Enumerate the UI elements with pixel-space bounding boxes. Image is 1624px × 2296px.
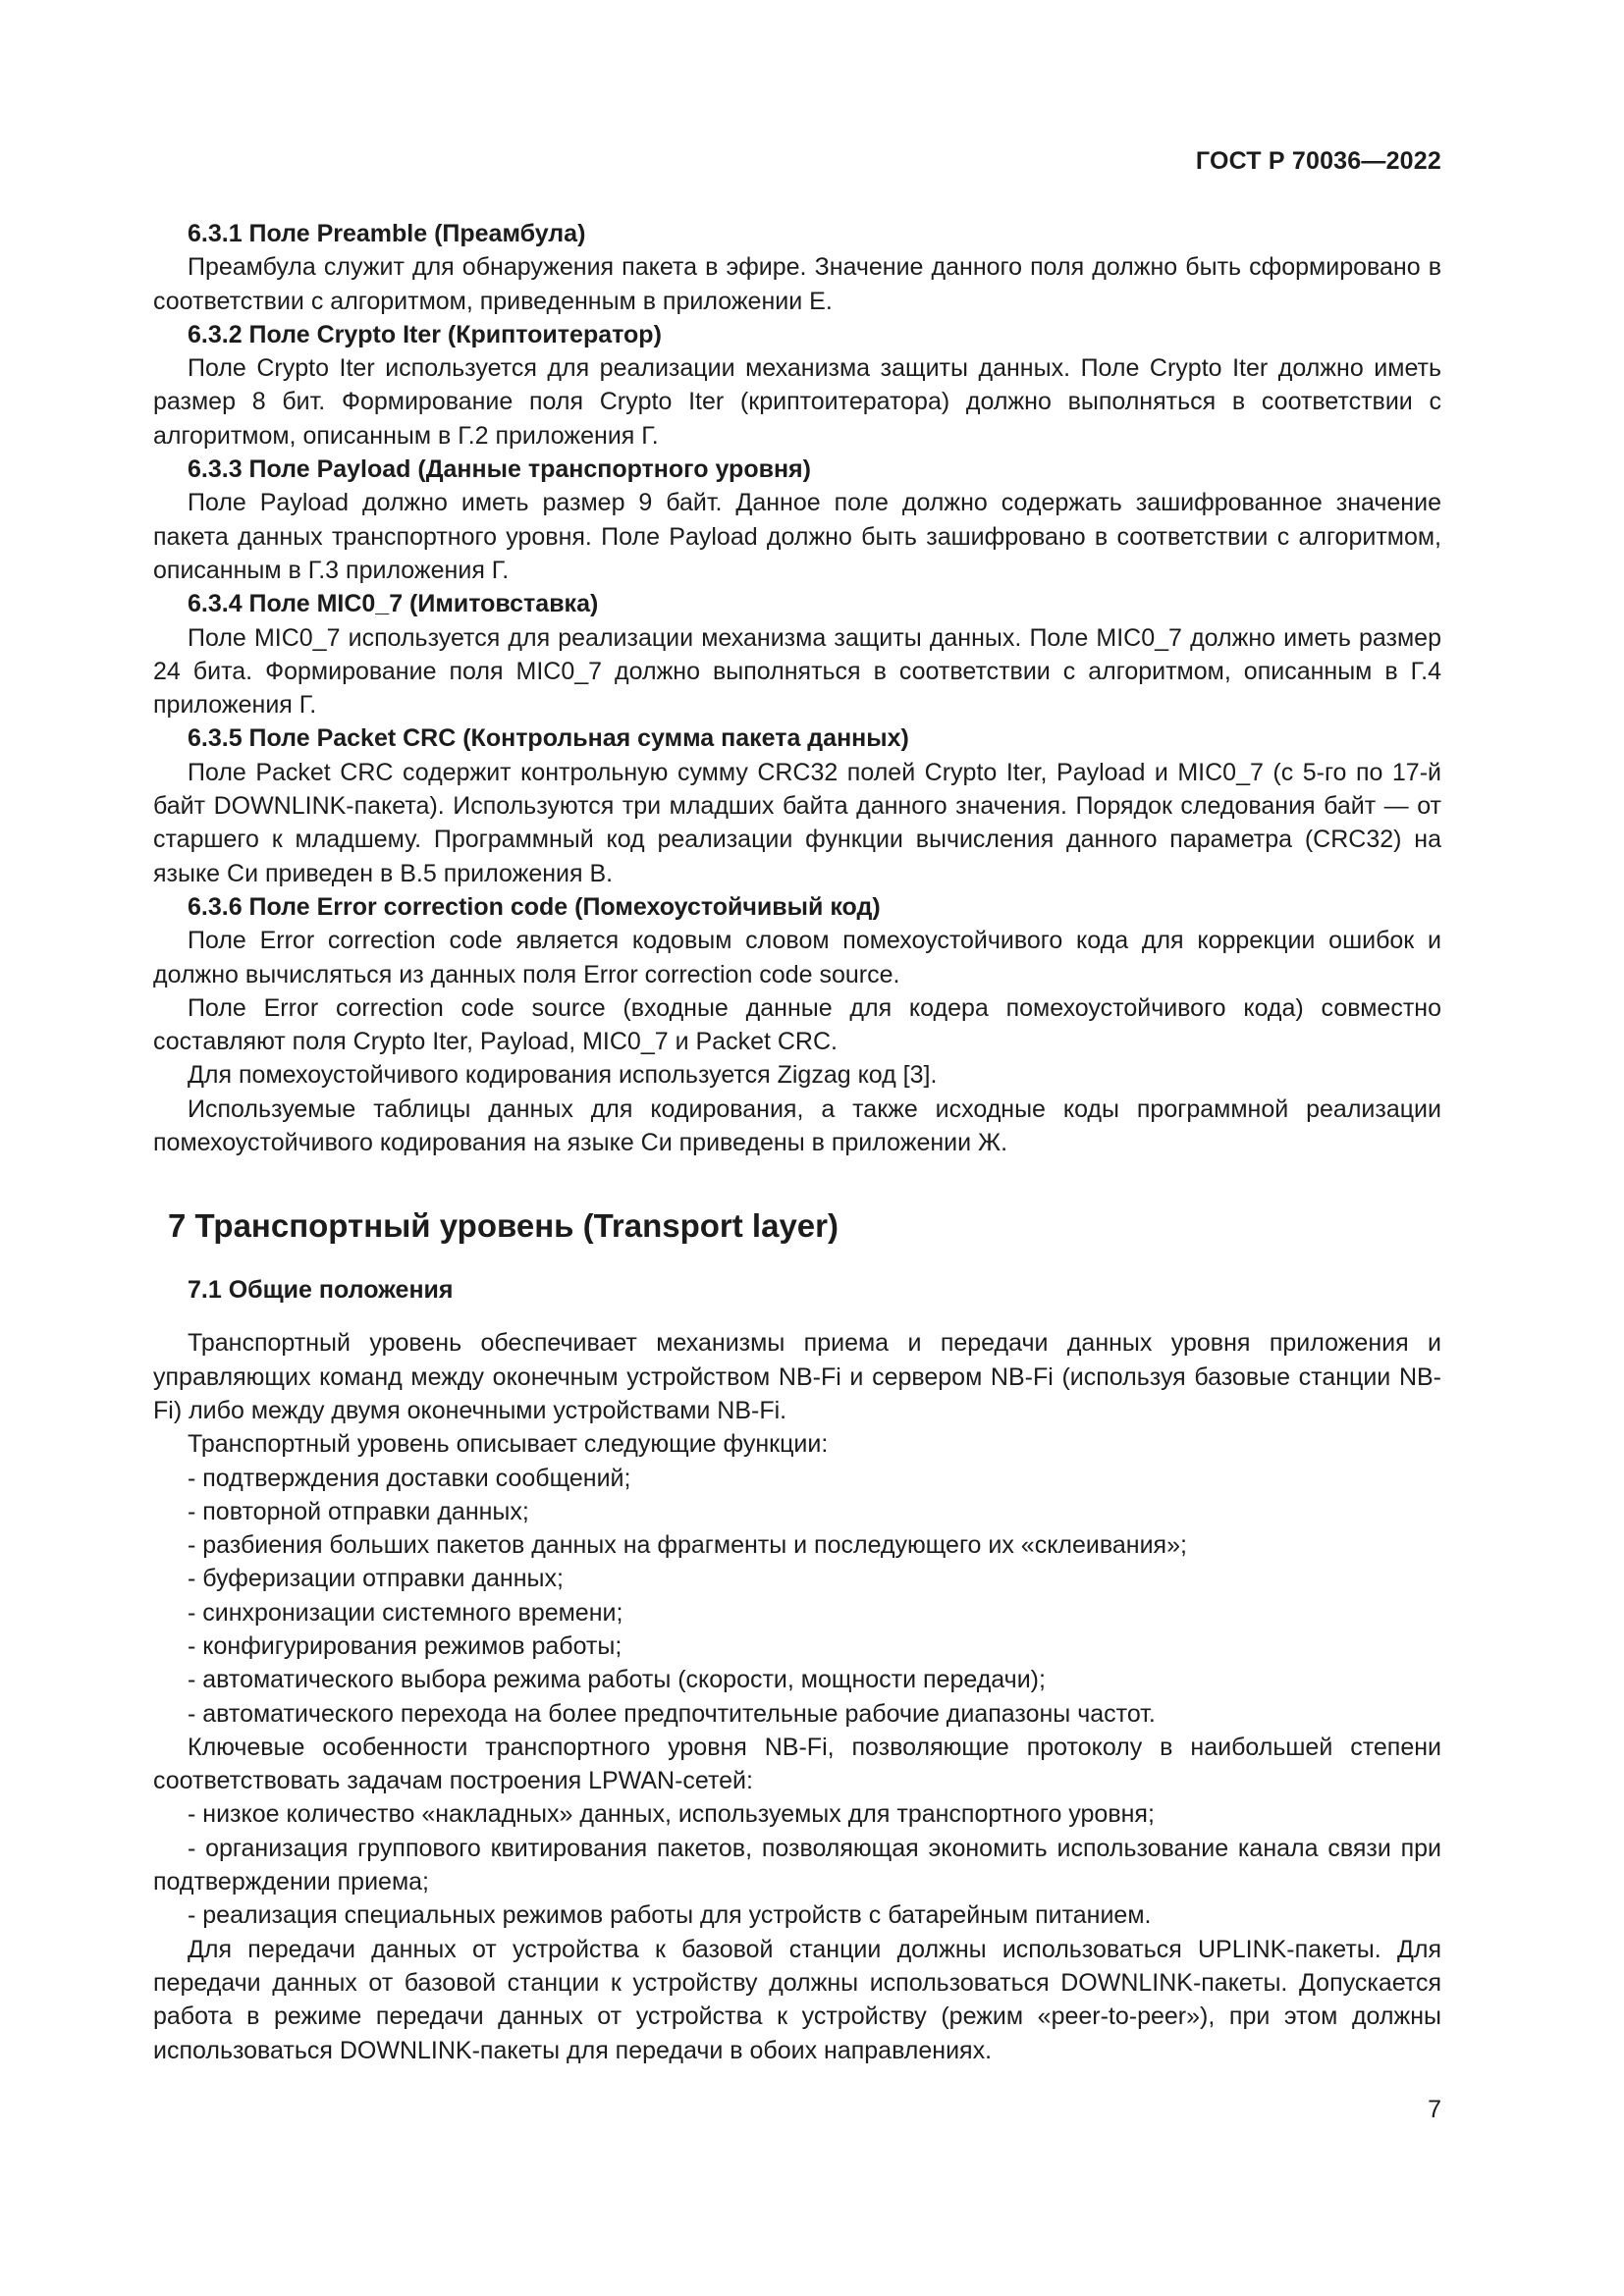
section-heading: 6.3.2 Поле Crypto Iter (Криптоитератор) (188, 320, 662, 348)
list-item: - синхронизации системного времени; (188, 1598, 623, 1627)
page-content (153, 217, 1441, 2067)
paragraph: Транспортный уровень обеспечивает механизмы приема и передачи данных уровня приложения и управляющих команд между оконечным устройством NB-Fi и сервером NB-Fi (используя базовые станции NB-Fi) либо между двумя оконечными устройствами NB-Fi. (153, 1329, 1441, 1424)
list-item: - организация группового квитирования пакетов, позволяющая экономить использование канала связи при подтверждении приема; (153, 1834, 1441, 1896)
section-heading: 6.3.1 Поле Preamble (Преамбула) (188, 220, 586, 247)
paragraph: Транспортный уровень описывает следующие функции: (188, 1430, 829, 1459)
paragraph: Ключевые особенности транспортного уровня NB-Fi, позволяющие протоколу в наибольшей степени соответствовать задачам построения LPWAN-сетей: (153, 1733, 1441, 1795)
list-item: - подтверждения доставки сообщений; (188, 1464, 631, 1492)
section-6-3-3 (153, 453, 1441, 587)
paragraph: Поле Error correction code является кодовым словом помехоустойчивого кода для коррекции ошибок и должно вычисляться из данных поля Error correction code source. (153, 927, 1441, 988)
paragraph: Поле Crypto Iter используется для реализации механизма защиты данных. Поле Crypto Iter должно иметь размер 8 бит. Формирование поля Crypto Iter (криптоитератора) должно выполняться в соответствии с алгоритмом, описанным в Г.2 приложения Г. (153, 354, 1441, 450)
paragraph: Для передачи данных от устройства к базовой станции должны использоваться UPLINK-пакеты. Для передачи данных от базовой станции к устройству должны использоваться DOWNLINK-пакеты. Допускается работа в режиме передачи данных от устройства к устройству (режим «peer-to-peer»), при этом должны использоваться DOWNLINK-пакеты для передачи в обоих направлениях. (153, 1935, 1442, 2064)
list-item: - низкое количество «накладных» данных, используемых для транспортного уровня; (188, 1800, 1155, 1829)
section-6-3-4 (153, 587, 1441, 721)
paragraph: Для помехоустойчивого кодирования используется Zigzag код [3]. (188, 1061, 938, 1090)
paragraph: Поле Error correction code source (входные данные для кодера помехоустойчивого кода) совместно составляют поля Crypto Iter, Payload, MIC0_7 и Packet CRC. (153, 993, 1441, 1056)
list-item: - разбиения больших пакетов данных на фрагменты и последующего их «склеивания»; (188, 1531, 1187, 1560)
section-6-3-5 (153, 721, 1441, 889)
paragraph: Используемые таблицы данных для кодирования, а также исходные коды программной реализации помехоустойчивого кодирования на языке Си приведены в приложении Ж. (153, 1095, 1441, 1157)
list-item: - автоматического перехода на более предпочтительные рабочие диапазоны частот. (188, 1699, 1156, 1728)
paragraph: Поле Payload должно иметь размер 9 байт. Данное поле должно содержать зашифрованное значение пакета данных транспортного уровня. Поле Payload должно быть зашифровано в соответствии с алгоритмом, описанным в Г.3 приложения Г. (153, 489, 1441, 584)
section-6-3-1 (153, 217, 1441, 318)
list-item: - автоматического выбора режима работы (скорости, мощности передачи); (188, 1666, 1046, 1694)
list-item: - конфигурирования режимов работы; (188, 1631, 623, 1660)
features-list (153, 1797, 1441, 1932)
paragraph: Преамбула служит для обнаружения пакета в эфире. Значение данного поля должно быть сформировано в соответствии с алгоритмом, приведенным в приложении Е. (153, 253, 1441, 315)
list-item: - повторной отправки данных; (188, 1497, 529, 1525)
paragraph: Поле MIC0_7 используется для реализации механизма защиты данных. Поле MIC0_7 должно иметь размер 24 бита. Формирование поля MIC0_7 должно выполняться в соответствии с алгоритмом, описанным в Г.4 приложения Г. (153, 623, 1441, 720)
section-heading: 6.3.6 Поле Error correction code (Помехоустойчивый код) (188, 892, 881, 921)
document-code-header: ГОСТ Р 70036—2022 (1195, 147, 1441, 175)
paragraph: Поле Packet CRC содержит контрольную сумму CRC32 полей Crypto Iter, Payload и MIC0_7 (с 5-го по 17-й байт DOWNLINK-пакета). Используются три младших байта данного значения. Порядок следования байт — от старшего к младшему. Программный код реализации функции вычисления данного параметра (CRC32) на языке Си приведен в В.5 приложения В. (153, 758, 1441, 887)
list-item: - буферизации отправки данных; (188, 1565, 564, 1593)
chapter-title: 7 Транспортный уровень (Transport layer) (168, 1207, 839, 1245)
section-6-3-2 (153, 318, 1441, 453)
page-number: 7 (1428, 2096, 1441, 2123)
section-heading: 6.3.3 Поле Payload (Данные транспортного уровня) (188, 455, 811, 484)
section-heading: 6.3.5 Поле Packet CRC (Контрольная сумма пакета данных) (188, 724, 909, 753)
list-item: - реализация специальных режимов работы для устройств с батарейным питанием. (188, 1901, 1152, 1930)
section-6-3-6 (153, 890, 1441, 1159)
section-heading: 6.3.4 Поле MIC0_7 (Имитовставка) (188, 590, 599, 618)
subchapter-title: 7.1 Общие положения (188, 1276, 454, 1305)
function-list (153, 1462, 1441, 1731)
